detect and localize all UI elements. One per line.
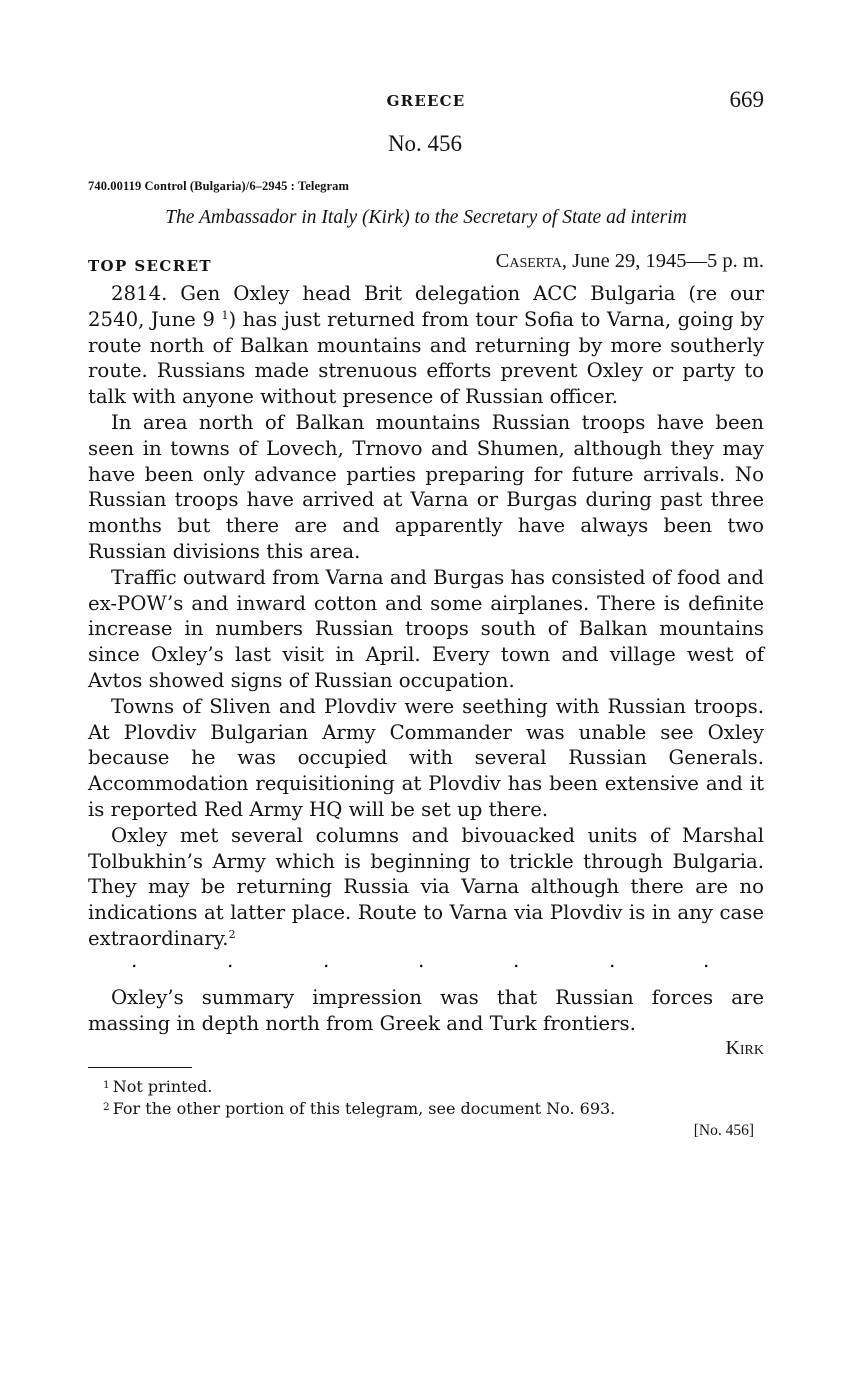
footnote-text: Not printed. [112,1077,213,1096]
running-title: GREECE [386,92,466,110]
footnote-rule [88,1067,192,1068]
paragraph-3: Traffic outward from Varna and Burgas has consisted of food and ex-POW’s and inward cotton and some airplanes. There is definite increase in numbers Russian troops south of Balkan mountains since Oxley’s last visit in April. Every town and village west of Avtos showed signs of Russian occupation. [88,565,764,692]
dateline-date: , June 29, 1945—5 p. m. [561,250,764,272]
ellipsis-dot: . [418,948,425,972]
ellipsis-dot: . [609,948,616,972]
dateline-place: Caserta [495,250,562,272]
closing-paragraph-block [88,985,764,1037]
classification-line [88,250,764,278]
document-tag: [No. 456] [693,1122,754,1139]
paragraph-5 [88,823,764,952]
page-number: 669 [729,87,764,112]
ellipsis-dot: . [323,948,330,972]
footnote-1 [103,1075,615,1097]
heading-recipient-name: Kirk [368,207,404,228]
footnote-ref-2: 2 [228,927,236,941]
footnote-mark: 1 [103,1079,110,1091]
document-heading [88,207,764,229]
dateline [496,250,764,273]
heading-part-3: ) to the Secretary of State ad interim [403,207,687,228]
paragraph-1-text-b: ) has just returned from tour Sofia to Varna, going by route north of Balkan mountains and returning by more southerly route. Russians made strenuous efforts prevent Oxley or party to talk with anyone without presence of Russian officer. [88,307,764,409]
file-reference: 740.00119 Control (Bulgaria)/6–2945 : Telegram [88,179,349,193]
heading-part-1: The Ambassador in Italy ( [165,207,369,228]
ellipsis-dot: . [131,948,138,972]
ellipsis-dot: . [227,948,234,972]
paragraph-4: Towns of Sliven and Plovdiv were seething with Russian troops. At Plovdiv Bulgarian Army Commander was unable see Oxley because he was occupied with several Russian Generals. Accommodation requisitioning at Plovdiv has been extensive and it is reported Red Army HQ will be set up there. [88,694,764,821]
document-number: No. 456 [387,131,463,156]
omission-ellipsis [88,948,764,972]
telegram-body [88,281,764,952]
footnotes [103,1075,615,1119]
paragraph-2: In area north of Balkan mountains Russian troops have been seen in towns of Lovech, Trnovo and Shumen, although they may have been only advance parties preparing for future arrivals. No Russian troops have arrived at Varna or Burgas during past three months but there are and apparently have always been two Russian divisions this area. [88,410,764,563]
ellipsis-dot: . [513,948,520,972]
ellipsis-dot: . [703,948,710,972]
footnote-mark: 2 [103,1101,110,1113]
paragraph-1-text-a: 2814. Gen Oxley head Brit delegation ACC Bulgaria (re our 2540, June 9 [88,282,764,331]
classification-label: TOP SECRET [88,257,212,275]
footnote-2 [103,1097,615,1119]
paragraph-5-text: Oxley met several columns and bivouacked units of Marshal Tolbukhin’s Army which is beginning to trickle through Bulgaria. They may be returning Russia via Varna although there are no indications at latter place. Route to Varna via Plovdiv is in any case extraordinary. [88,823,764,950]
footnote-ref-1: 1 [221,308,229,322]
signature: Kirk [725,1037,764,1059]
footnote-text: For the other portion of this telegram, see document No. 693. [112,1099,616,1118]
running-head [88,87,764,117]
paragraph-1 [88,281,764,410]
paragraph-6: Oxley’s summary impression was that Russian forces are massing in depth north from Greek and Turk frontiers. [88,986,764,1035]
